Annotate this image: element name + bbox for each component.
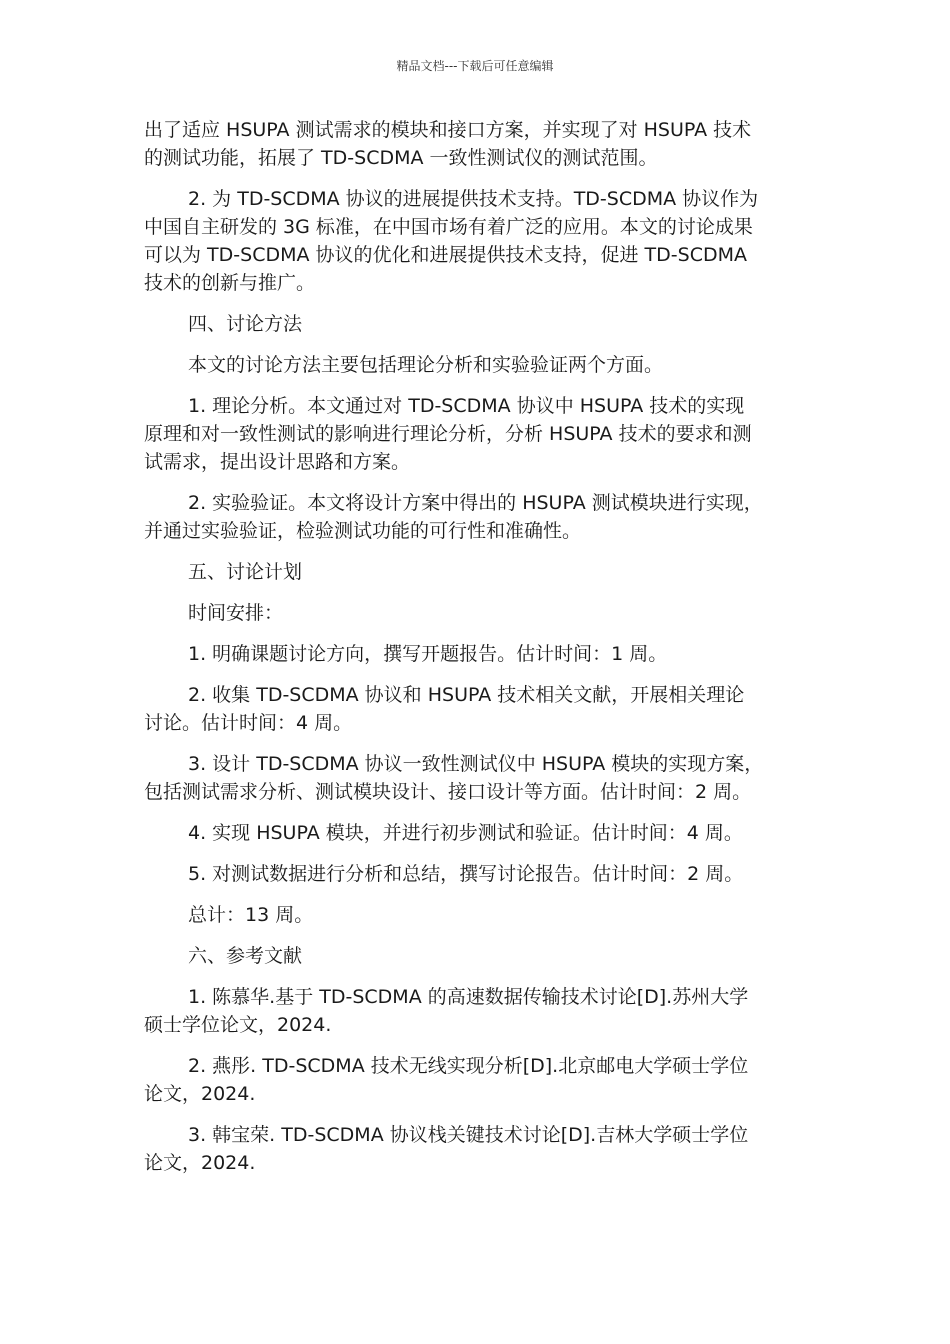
reference-item-3 <box>144 1121 808 1177</box>
text-line: 时间安排： <box>188 602 284 624</box>
text-line: 可以为 TD-SCDMA 协议的优化和进展提供技术支持，促进 TD-SCDMA <box>144 244 748 266</box>
text-line: 总计：13 周。 <box>188 904 314 926</box>
schedule-item-1 <box>144 640 808 668</box>
text-line: 论文，2024. <box>144 1083 256 1105</box>
document-body <box>144 116 808 1190</box>
text-line: 5. 对测试数据进行分析和总结，撰写讨论报告。估计时间：2 周。 <box>188 863 744 885</box>
heading-text: 六、参考文献 <box>188 945 303 967</box>
schedule-item-5 <box>144 860 808 888</box>
section-heading-methods <box>144 310 808 338</box>
section-heading-plan <box>144 558 808 586</box>
schedule-item-4 <box>144 819 808 847</box>
text-line: 1. 明确课题讨论方向，撰写开题报告。估计时间：1 周。 <box>188 643 668 665</box>
paragraph-theory-analysis <box>144 392 808 476</box>
text-line: 2. 收集 TD-SCDMA 协议和 HSUPA 技术相关文献，开展相关理论 <box>188 684 745 706</box>
text-line: 3. 韩宝荣. TD-SCDMA 协议栈关键技术讨论[D].吉林大学硕士学位 <box>188 1124 749 1146</box>
text-line: 讨论。估计时间：4 周。 <box>144 712 353 734</box>
text-line: 3. 设计 TD-SCDMA 协议一致性测试仪中 HSUPA 模块的实现方案， <box>188 753 764 775</box>
text-line: 中国自主研发的 3G 标准，在中国市场有着广泛的应用。本文的讨论成果 <box>144 216 753 238</box>
text-line: 2. 为 TD-SCDMA 协议的进展提供技术支持。TD-SCDMA 协议作为 <box>188 188 759 210</box>
heading-text: 四、讨论方法 <box>188 313 303 335</box>
text-line: 本文的讨论方法主要包括理论分析和实验验证两个方面。 <box>188 354 664 376</box>
heading-text: 五、讨论计划 <box>188 561 303 583</box>
schedule-item-2 <box>144 681 808 737</box>
reference-item-1 <box>144 983 808 1039</box>
schedule-total <box>144 901 808 929</box>
text-line: 1. 理论分析。本文通过对 TD-SCDMA 协议中 HSUPA 技术的实现 <box>188 395 745 417</box>
text-line: 2. 实验验证。本文将设计方案中得出的 HSUPA 测试模块进行实现， <box>188 492 763 514</box>
text-line: 4. 实现 HSUPA 模块，并进行初步测试和验证。估计时间：4 周。 <box>188 822 743 844</box>
paragraph-methods-intro <box>144 351 808 379</box>
section-heading-references <box>144 942 808 970</box>
text-line: 并通过实验验证，检验测试功能的可行性和准确性。 <box>144 520 582 542</box>
text-line: 技术的创新与推广。 <box>144 272 316 294</box>
text-line: 论文，2024. <box>144 1152 256 1174</box>
text-line: 原理和对一致性测试的影响进行理论分析，分析 HSUPA 技术的要求和测 <box>144 423 752 445</box>
paragraph-continuation <box>144 116 808 172</box>
text-line: 1. 陈慕华.基于 TD-SCDMA 的高速数据传输技术讨论[D].苏州大学 <box>188 986 749 1008</box>
text-line: 的测试功能，拓展了 TD-SCDMA 一致性测试仪的测试范围。 <box>144 147 658 169</box>
text-line: 出了适应 HSUPA 测试需求的模块和接口方案，并实现了对 HSUPA 技术 <box>144 119 752 141</box>
reference-item-2 <box>144 1052 808 1108</box>
paragraph-schedule-label <box>144 599 808 627</box>
text-line: 2. 燕彤. TD-SCDMA 技术无线实现分析[D].北京邮电大学硕士学位 <box>188 1055 749 1077</box>
text-line: 硕士学位论文，2024. <box>144 1014 332 1036</box>
page-header: 精品文档---下载后可任意编辑 <box>396 59 554 73</box>
paragraph-experiment <box>144 489 808 545</box>
text-line: 包括测试需求分析、测试模块设计、接口设计等方面。估计时间：2 周。 <box>144 781 752 803</box>
paragraph-significance-2 <box>144 185 808 297</box>
schedule-item-3 <box>144 750 808 806</box>
text-line: 试需求，提出设计思路和方案。 <box>144 451 411 473</box>
